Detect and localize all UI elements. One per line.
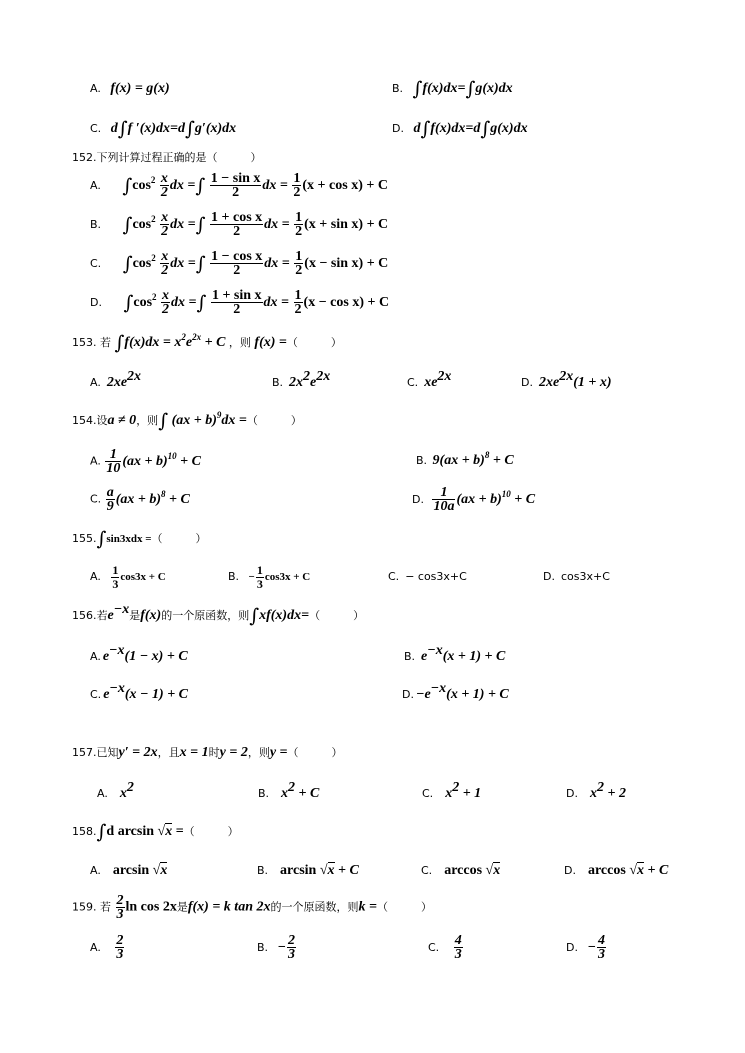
- q156-option-c[interactable]: C. $e^{-x}(x - 1) + C$: [90, 681, 189, 702]
- integral-sign-icon: ∫: [158, 410, 169, 432]
- q152-option-c[interactable]: C. $\int\cos^2$ $\frac{x}{2}$ dx =∫ $\frac{\text{1 − cos x}}{2}$ dx = $\frac{1}{2}$ (x − sin x) + C: [90, 249, 389, 278]
- q159-option-b[interactable]: B. − $\frac{2}{3}$: [257, 933, 296, 962]
- q156-option-a[interactable]: A. $e^{-x}(1 - x) + C$: [90, 643, 188, 664]
- integral-sign-icon: ∫: [412, 78, 423, 100]
- integral-sign-icon: ∫: [123, 291, 134, 314]
- q157-option-a[interactable]: A. $x^2$: [97, 780, 134, 801]
- integral-sign-icon: ∫: [420, 118, 431, 140]
- q154-option-b[interactable]: B. 9(ax + b)$^8$ + C: [416, 450, 514, 468]
- q151-option-c[interactable]: C. d∫f ′(x)dx=d∫g′(x)dx: [90, 118, 237, 140]
- q159-option-d[interactable]: D. − $\frac{4}{3}$: [566, 933, 605, 962]
- q155-option-a[interactable]: A. $\frac{1}{3}$ cos3x + C: [90, 563, 166, 591]
- q153-option-b[interactable]: B. $2x^2e^{2x}$: [272, 369, 331, 390]
- q153-option-a[interactable]: A. $2xe^{2x}$: [90, 369, 142, 390]
- q151-option-b[interactable]: B. ∫f(x)dx=∫g(x)dx: [392, 78, 513, 100]
- integral-sign-icon: ∫: [122, 213, 133, 236]
- q157-option-d[interactable]: D. $x^2 + 2$: [566, 780, 626, 801]
- q158-option-d[interactable]: D. arccos √x + C: [564, 863, 669, 878]
- q155-stem: 155.∫sin3xdx =（ ）: [72, 528, 207, 550]
- q156-option-b[interactable]: B. $e^{-x}(x + 1) + C$: [404, 643, 506, 664]
- q153-stem: 153. 若 $\int f(x)dx = x^2e^{2x} + C$ ，则 f(x) =（ ）: [72, 332, 342, 354]
- integral-sign-icon: ∫: [122, 174, 133, 197]
- q158-option-c[interactable]: C. arccos √x: [421, 863, 501, 878]
- integral-sign-icon: ∫: [195, 252, 206, 275]
- q158-stem: 158.∫d arcsin √x =（ ）: [72, 821, 239, 843]
- q152-option-b[interactable]: B. $\int\cos^2$ $\frac{x}{2}$ dx =∫ $\frac{\text{1 + cos x}}{2}$ dx = $\frac{1}{2}$ (x + sin x) + C: [90, 210, 389, 239]
- q157-stem: 157.已知y′ = 2x，且x = 1时y = 2，则y =（ ）: [72, 745, 343, 760]
- q152-option-d[interactable]: D. $\int\cos^2$ $\frac{x}{2}$ dx =∫ $\frac{\text{1 + sin x}}{2}$ dx = $\frac{1}{2}$ (x − cos x) + C: [90, 288, 390, 317]
- q152-stem: 152.下列计算过程正确的是（ ）: [72, 151, 262, 164]
- q155-option-d[interactable]: D. cos3x+C: [543, 570, 610, 583]
- q155-option-c[interactable]: C. − cos3x+C: [388, 570, 467, 583]
- integral-sign-icon: ∫: [117, 118, 128, 140]
- q158-option-a[interactable]: A. arcsin √x: [90, 863, 168, 878]
- q157-option-c[interactable]: C. $x^2 + 1$: [422, 780, 482, 801]
- integral-sign-icon: ∫: [195, 213, 206, 236]
- integral-sign-icon: ∫: [249, 605, 260, 627]
- integral-sign-icon: ∫: [480, 118, 491, 140]
- q157-option-b[interactable]: B. $x^2 + C$: [258, 780, 320, 801]
- integral-sign-icon: ∫: [196, 291, 207, 314]
- q151-option-a[interactable]: A. f(x) = g(x): [90, 81, 170, 96]
- q152-option-a[interactable]: A. $\int\cos^2$ $\frac{x}{2}$ dx =∫ $\frac{\text{1 − sin x}}{2}$ dx = $\frac{1}{2}$ (x + cos x) + C: [90, 171, 388, 200]
- q156-stem: 156.若$e^{-x}$是f(x)的一个原函数，则∫xf(x)dx=（ ）: [72, 602, 365, 627]
- q158-option-b[interactable]: B. arcsin √x + C: [257, 863, 359, 878]
- q154-option-c[interactable]: C. $\frac{a}{9}$ (ax + b)$^8$ + C: [90, 485, 190, 514]
- integral-sign-icon: ∫: [96, 821, 107, 843]
- q153-option-c[interactable]: C. $xe^{2x}$: [407, 369, 452, 390]
- integral-sign-icon: ∫: [96, 528, 107, 550]
- q159-stem: 159. 若 $\frac{2}{3}$ ln cos 2x是f(x) = k tan 2x的一个原函数，则k =（ ）: [72, 893, 432, 922]
- q155-option-b[interactable]: B. − $\frac{1}{3}$ cos3x + C: [228, 563, 311, 591]
- q154-stem: 154.设a ≠ 0，则∫ (ax + b)$^9$dx =（ ）: [72, 410, 302, 432]
- integral-sign-icon: ∫: [114, 332, 125, 354]
- integral-sign-icon: ∫: [195, 174, 206, 197]
- q151-option-d[interactable]: D. d∫f(x)dx=d∫g(x)dx: [392, 118, 528, 140]
- q153-option-d[interactable]: D. $2xe^{2x}(1 + x)$: [521, 369, 612, 390]
- q156-option-d[interactable]: D. $-e^{-x}(x + 1) + C$: [402, 681, 509, 702]
- integral-sign-icon: ∫: [122, 252, 133, 275]
- q159-option-c[interactable]: C. $\frac{4}{3}$: [428, 933, 462, 962]
- q154-option-d[interactable]: D. $\frac{1}{10a}$ (ax + b)$^{10}$ + C: [412, 485, 536, 514]
- q154-option-a[interactable]: A. $\frac{1}{10}$ (ax + b)$^{10}$ + C: [90, 447, 201, 476]
- integral-sign-icon: ∫: [185, 118, 195, 140]
- integral-sign-icon: ∫: [465, 78, 476, 100]
- q159-option-a[interactable]: A. $\frac{2}{3}$: [90, 933, 124, 962]
